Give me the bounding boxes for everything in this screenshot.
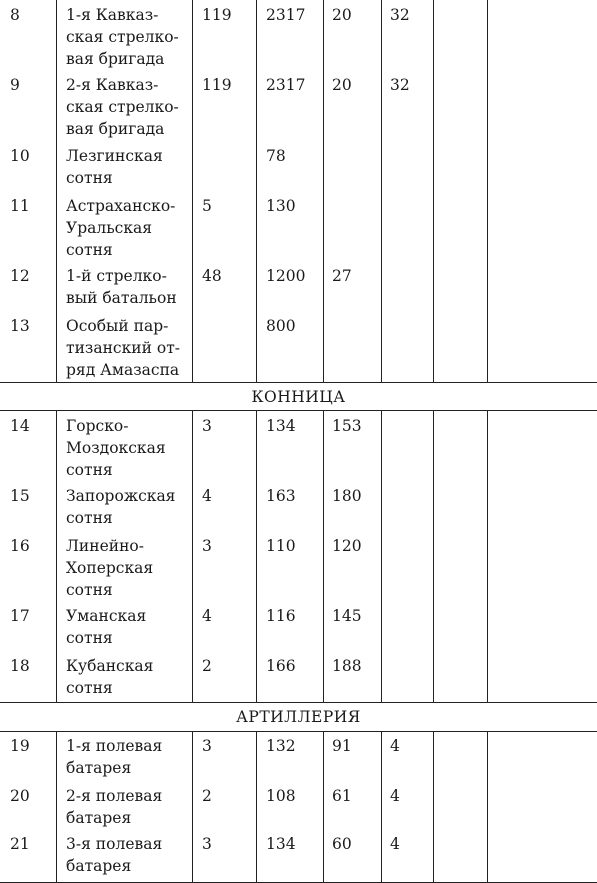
table-rule — [0, 702, 597, 703]
table-cell-c2: 116 — [266, 607, 296, 625]
table-cell-c4: 4 — [390, 787, 400, 805]
table-cell-name: Особый пар- тизанский от- ряд Амазаспа — [66, 317, 181, 379]
table-cell-name: 1-я Кавказ- ская стрелко- вая бригада — [66, 6, 179, 68]
column-rule — [433, 0, 434, 382]
table-cell-c3: 120 — [332, 537, 362, 555]
table-cell-c3: 61 — [332, 787, 352, 805]
table-rule — [0, 382, 597, 383]
column-rule — [487, 410, 488, 702]
table-cell-name: 2-я полевая батарея — [66, 787, 163, 827]
table-cell-name: 1-й стрелко- вый батальон — [66, 267, 177, 307]
table-cell-c2: 1200 — [266, 267, 306, 285]
table-cell-c1: 3 — [202, 537, 212, 555]
table-cell-no: 9 — [10, 76, 20, 94]
column-rule — [192, 731, 193, 883]
table-cell-c1: 3 — [202, 835, 212, 853]
table-cell-c3: 27 — [332, 267, 352, 285]
table-cell-c2: 108 — [266, 787, 296, 805]
column-rule — [192, 0, 193, 382]
table-cell-no: 10 — [10, 147, 30, 165]
table-cell-no: 15 — [10, 487, 30, 505]
table-rule — [0, 410, 597, 411]
column-rule — [433, 410, 434, 702]
table-cell-name: Линейно- Хоперская сотня — [66, 537, 154, 599]
column-rule — [56, 410, 57, 702]
table-cell-no: 19 — [10, 737, 30, 755]
table-cell-c4: 4 — [390, 737, 400, 755]
column-rule — [381, 731, 382, 883]
table-cell-no: 17 — [10, 607, 30, 625]
table-cell-c3: 145 — [332, 607, 362, 625]
column-rule — [256, 0, 257, 382]
column-rule — [381, 0, 382, 382]
table-cell-c2: 134 — [266, 835, 296, 853]
table-cell-c3: 60 — [332, 835, 352, 853]
table-cell-c2: 78 — [266, 147, 286, 165]
table-cell-no: 12 — [10, 267, 30, 285]
table-cell-name: Уманская сотня — [66, 607, 147, 647]
table-cell-no: 8 — [10, 6, 20, 24]
table-cell-name: 2-я Кавказ- ская стрелко- вая бригада — [66, 76, 179, 138]
table-cell-c1: 2 — [202, 787, 212, 805]
column-rule — [487, 731, 488, 883]
table-cell-c2: 132 — [266, 737, 296, 755]
table-cell-c3: 188 — [332, 657, 362, 675]
table-cell-c1: 3 — [202, 417, 212, 435]
table-cell-c3: 180 — [332, 487, 362, 505]
table-cell-c2: 166 — [266, 657, 296, 675]
table-cell-c2: 110 — [266, 537, 296, 555]
table-cell-no: 14 — [10, 417, 30, 435]
table-cell-c2: 163 — [266, 487, 296, 505]
column-rule — [192, 410, 193, 702]
table-cell-name: Кубанская сотня — [66, 657, 154, 697]
table-cell-c3: 20 — [332, 76, 352, 94]
column-rule — [487, 0, 488, 382]
table-cell-no: 13 — [10, 317, 30, 335]
section-title: КОННИЦА — [251, 388, 346, 406]
table-cell-no: 18 — [10, 657, 30, 675]
table-cell-c3: 153 — [332, 417, 362, 435]
table-cell-name: 3-я полевая батарея — [66, 835, 163, 875]
column-rule — [433, 731, 434, 883]
table-cell-c1: 4 — [202, 607, 212, 625]
table-cell-c3: 20 — [332, 6, 352, 24]
table-cell-no: 20 — [10, 787, 30, 805]
table-cell-c1: 119 — [202, 6, 232, 24]
table-rule — [0, 731, 597, 732]
table-cell-c1: 3 — [202, 737, 212, 755]
column-rule — [256, 410, 257, 702]
column-rule — [56, 731, 57, 883]
table-cell-c4: 4 — [390, 835, 400, 853]
table-cell-no: 21 — [10, 835, 30, 853]
column-rule — [323, 410, 324, 702]
table-cell-c2: 2317 — [266, 76, 306, 94]
table-cell-c1: 48 — [202, 267, 222, 285]
section-title: АРТИЛЛЕРИЯ — [236, 708, 361, 726]
table-cell-name: Лезгинская сотня — [66, 147, 163, 187]
table-cell-c2: 800 — [266, 317, 296, 335]
table-cell-c1: 2 — [202, 657, 212, 675]
table-cell-no: 11 — [10, 197, 30, 215]
table-cell-name: 1-я полевая батарея — [66, 737, 163, 777]
table-cell-c1: 119 — [202, 76, 232, 94]
column-rule — [323, 0, 324, 382]
column-rule — [323, 731, 324, 883]
table-cell-no: 16 — [10, 537, 30, 555]
table-cell-name: Запорожская сотня — [66, 487, 176, 527]
column-rule — [381, 410, 382, 702]
table-cell-c2: 134 — [266, 417, 296, 435]
table-cell-name: Горско- Моздокская сотня — [66, 417, 166, 479]
table-cell-c1: 4 — [202, 487, 212, 505]
table-cell-c1: 5 — [202, 197, 212, 215]
table-cell-c4: 32 — [390, 6, 410, 24]
column-rule — [256, 731, 257, 883]
table-cell-c3: 91 — [332, 737, 352, 755]
table-cell-c2: 2317 — [266, 6, 306, 24]
table-cell-name: Астраханско- Уральская сотня — [66, 197, 176, 259]
table-cell-c4: 32 — [390, 76, 410, 94]
column-rule — [56, 0, 57, 382]
table-cell-c2: 130 — [266, 197, 296, 215]
